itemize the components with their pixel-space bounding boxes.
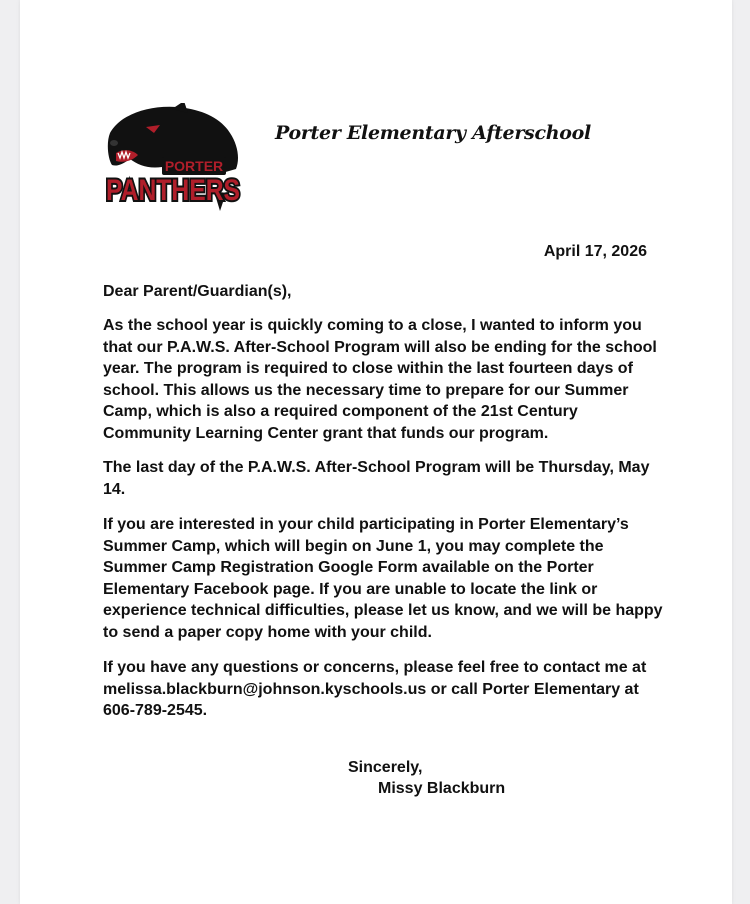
logo-panthers-text: PANTHERS xyxy=(106,174,240,207)
program-title: Porter Elementary Afterschool xyxy=(275,122,591,144)
paragraph-closing-notice: As the school year is quickly coming to a close, I wanted to inform you that our P.A.W.S. After-School Program will also be ending for the school year. The program is required to close within the last fourteen days of school. This allows us the necessary time to prepare for our Summer Camp, which is also a required component of the 21st Century Community Learning Center grant that funds our program. xyxy=(103,317,657,442)
paragraph-last-day: The last day of the P.A.W.S. After-School Program will be Thursday, May 14. xyxy=(103,459,650,498)
letter-page xyxy=(20,0,732,904)
salutation: Dear Parent/Guardian(s), xyxy=(103,283,292,300)
closing: Sincerely, xyxy=(348,759,423,776)
signer-name: Missy Blackburn xyxy=(378,780,506,797)
paragraph-summer-camp: If you are interested in your child participating in Porter Elementary’s Summer Camp, which will begin on June 1, you may complete the Summer Camp Registration Google Form available on the Porter Elementary Facebook page. If you are unable to locate the link or experience technical difficulties, please let us know, and we will be happy to send a paper copy home with your child. xyxy=(103,516,663,641)
logo-porter-text: PORTER xyxy=(164,158,224,174)
letter-date: April 17, 2026 xyxy=(543,243,647,260)
paragraph-contact: If you have any questions or concerns, please feel free to contact me at melissa.blackburn@johnson.kyschools.us or call Porter Elementary at 606-789-2545. xyxy=(103,659,647,719)
svg-text:PANTHERS: PANTHERS xyxy=(106,174,240,207)
panther-logo-icon xyxy=(102,103,244,213)
